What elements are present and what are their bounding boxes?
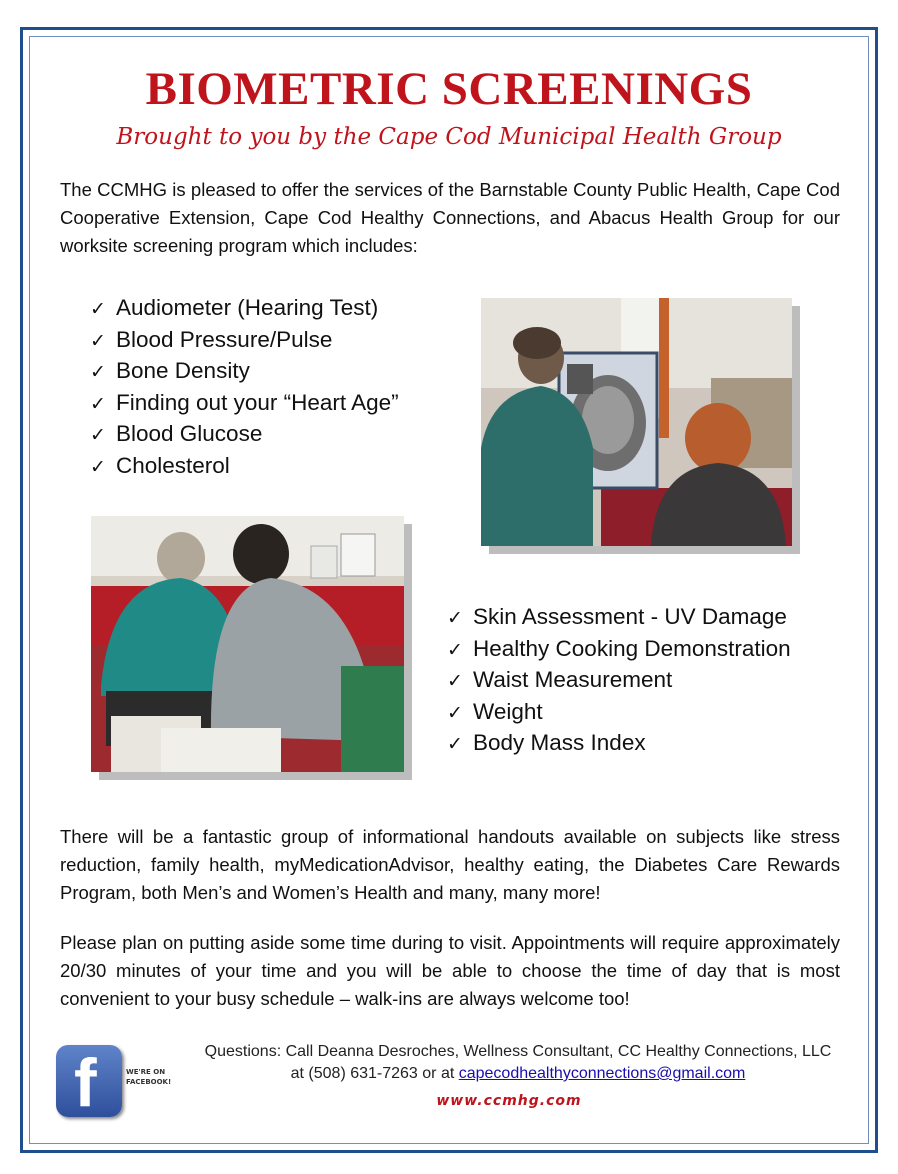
service-label: Weight (473, 698, 543, 724)
checkmark-icon: ✓ (447, 638, 463, 661)
service-label: Waist Measurement (473, 667, 673, 692)
list-item (447, 727, 791, 759)
service-label: Bone Density (116, 358, 250, 383)
checkmark-icon: ✓ (90, 392, 106, 415)
contact-info (150, 1041, 886, 1085)
questions-line: Questions: Call Deanna Desroches, Wellness Consultant, CC Healthy Connections, LLC (204, 1043, 832, 1060)
service-label: Blood Pressure/Pulse (116, 326, 333, 352)
list-item (90, 387, 399, 419)
website-url[interactable]: www.ccmhg.com (436, 1093, 582, 1109)
list-item (90, 324, 399, 356)
list-item (90, 450, 399, 482)
checkmark-icon: ✓ (90, 298, 106, 320)
service-label: Body Mass Index (473, 730, 646, 755)
handouts-paragraph: There will be a fantastic group of informational handouts available on subjects like stress reduction, family health, myMedicationAdvisor, healthy eating, the Diabetes Care Rewards Program, both Men’s and Women’s Health and many, many more! (60, 826, 840, 903)
skin-assessment-illustration (481, 298, 792, 546)
intro-paragraph: The CCMHG is pleased to offer the services of the Barnstable County Public Health, Cape Cod Cooperative Extension, Cape Cod Healthy Connections, and Abacus Health Group for our worksite screening program which includes: (60, 179, 840, 256)
service-label: Cholesterol (116, 452, 230, 478)
checkmark-icon: ✓ (90, 424, 106, 446)
checkmark-icon: ✓ (90, 361, 106, 383)
list-item (447, 601, 791, 633)
checkmark-icon: ✓ (90, 329, 106, 352)
checkmark-icon: ✓ (90, 455, 106, 478)
list-item (90, 355, 399, 387)
services-list-right (447, 601, 791, 759)
photo-bone-density (91, 516, 404, 772)
appointments-paragraph: Please plan on putting aside some time during to visit. Appointments will require approximately 20/30 minutes of your time and you will be able to choose the time of day that is most convenient to your busy schedule – walk-ins are always welcome too! (60, 932, 840, 1009)
list-item (447, 696, 791, 728)
checkmark-icon: ✓ (447, 670, 463, 692)
service-label: Blood Glucose (116, 421, 263, 446)
list-item (90, 418, 399, 450)
service-label: Finding out your “Heart Age” (116, 389, 399, 415)
phone-text: at (508) 631-7263 or at (290, 1065, 459, 1082)
checkmark-icon: ✓ (447, 701, 463, 724)
list-item (447, 633, 791, 665)
bone-density-illustration (91, 516, 404, 772)
photo-skin-assessment (481, 298, 792, 546)
checkmark-icon: ✓ (447, 733, 463, 755)
list-item (90, 292, 399, 324)
service-label: Skin Assessment - UV Damage (473, 604, 787, 629)
service-label: Audiometer (Hearing Test) (116, 295, 379, 320)
facebook-letter: f (74, 1045, 97, 1121)
contact-line (150, 1063, 886, 1085)
checkmark-icon: ✓ (447, 607, 463, 629)
list-item (447, 664, 791, 696)
service-label: Healthy Cooking Demonstration (473, 635, 791, 661)
page-subtitle: Brought to you by the Cape Cod Municipal Health Group (116, 124, 782, 150)
page-title: BIOMETRIC SCREENINGS (145, 63, 753, 115)
facebook-badge-text: WE'RE ON FACEBOOK! (126, 1068, 172, 1086)
email-link[interactable]: capecodhealthyconnections@gmail.com (458, 1065, 746, 1082)
services-list-left (90, 292, 399, 481)
